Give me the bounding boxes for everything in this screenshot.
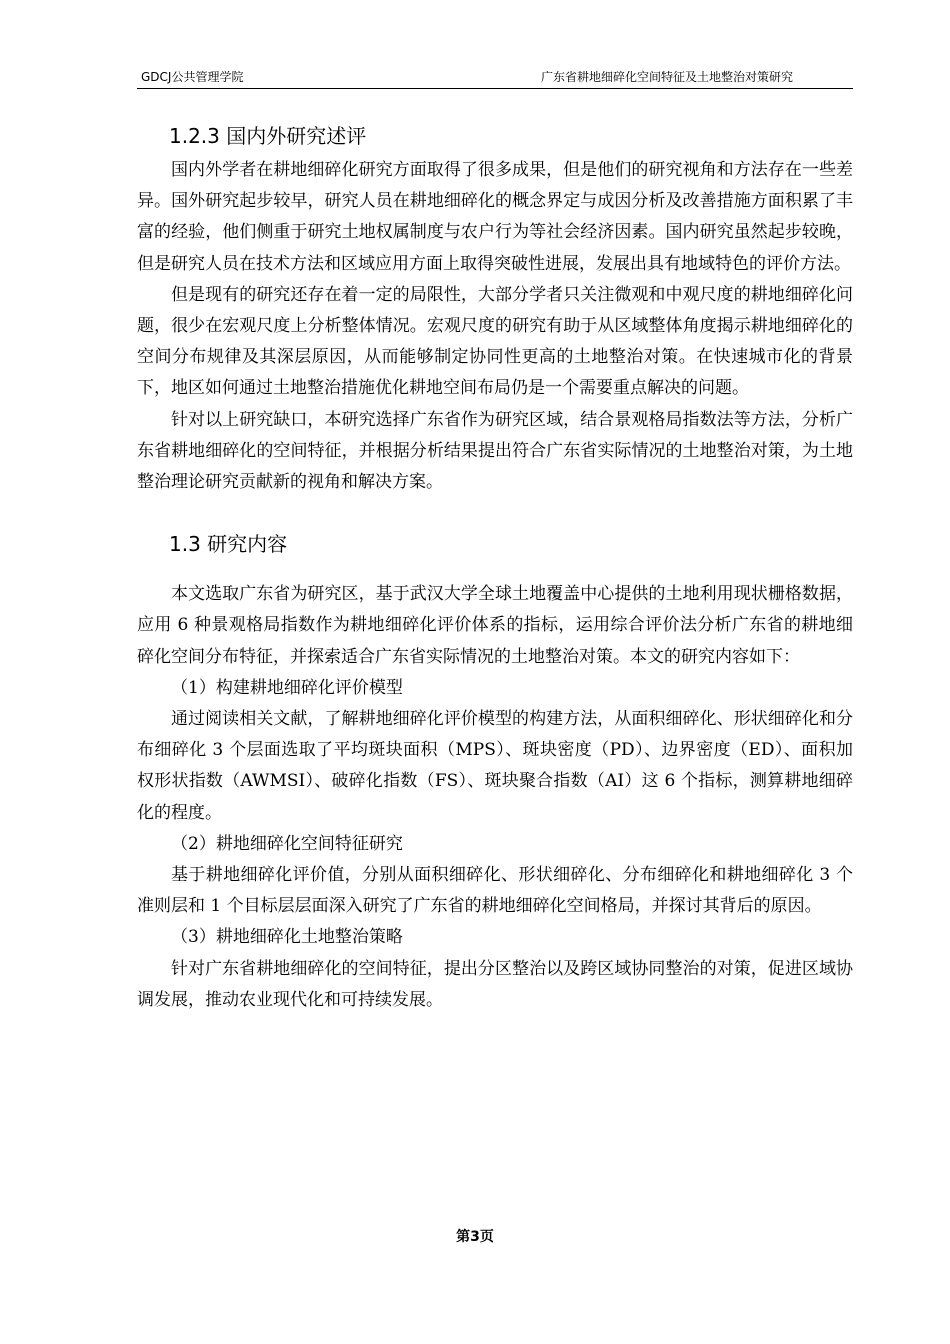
list-item-text: 基于耕地细碎化评价值，分别从面积细碎化、形状细碎化、分布细碎化和耕地细碎化 3 个准则层和 1 个目标层层面深入研究了广东省的耕地细碎化空间格局，并探讨其背后的原因。 [137,865,853,917]
section-heading-1-3: 1.3 研究内容 [169,532,288,557]
list-item-label: （2）耕地细碎化空间特征研究 [171,833,403,854]
list-item-text: 通过阅读相关文献，了解耕地细碎化评价模型的构建方法，从面积细碎化、形状细碎化和分布细碎化 3 个层面选取了平均斑块面积（MPS）、斑块密度（PD）、边界密度（ED）、面积加权形状指数（AWMSI）、破碎化指数（FS）、斑块聚合指数（AI）这 6 个指标，测算耕地细碎化的程度。 [137,709,853,823]
page-body [137,120,853,1016]
body-paragraph: 针对以上研究缺口，本研究选择广东省作为研究区域，结合景观格局指数法等方法，分析广东省耕地细碎化的空间特征，并根据分析结果提出符合广东省实际情况的土地整治对策，为土地整治理论研究贡献新的视角和解决方案。 [137,409,853,493]
list-item-label: （1）构建耕地细碎化评价模型 [171,677,403,698]
page-number: 第3页 [456,1229,494,1245]
body-paragraph: 国内外学者在耕地细碎化研究方面取得了很多成果，但是他们的研究视角和方法存在一些差异。国外研究起步较早，研究人员在耕地细碎化的概念界定与成因分析及改善措施方面积累了丰富的经验，他们侧重于研究土地权属制度与农户行为等社会经济因素。国内研究虽然起步较晚，但是研究人员在技术方法和区域应用方面上取得突破性进展，发展出具有地域特色的评价方法。 [137,160,853,274]
body-paragraph: 但是现有的研究还存在着一定的局限性，大部分学者只关注微观和中观尺度的耕地细碎化问题，很少在宏观尺度上分析整体情况。宏观尺度的研究有助于从区域整体角度揭示耕地细碎化的空间分布规律及其深层原因，从而能够制定协同性更高的土地整治对策。在快速城市化的背景下，地区如何通过土地整治措施优化耕地空间布局仍是一个需要重点解决的问题。 [137,284,853,399]
header-institution: GDCJ公共管理学院 [141,70,244,84]
body-paragraph: 本文选取广东省为研究区，基于武汉大学全球土地覆盖中心提供的土地利用现状栅格数据，应用 6 种景观格局指数作为耕地细碎化评价体系的指标，运用综合评价法分析广东省的耕地细碎化空间分布特征，并探索适合广东省实际情况的土地整治对策。本文的研究内容如下： [137,584,853,667]
list-item-text: 针对广东省耕地细碎化的空间特征，提出分区整治以及跨区域协同整治的对策，促进区域协调发展，推动农业现代化和可持续发展。 [137,958,853,1010]
list-item-label: （3）耕地细碎化土地整治策略 [171,927,403,948]
page-header [137,64,853,89]
header-title: 广东省耕地细碎化空间特征及土地整治对策研究 [540,70,793,84]
section-heading-1-2-3: 1.2.3 国内外研究述评 [169,124,367,148]
